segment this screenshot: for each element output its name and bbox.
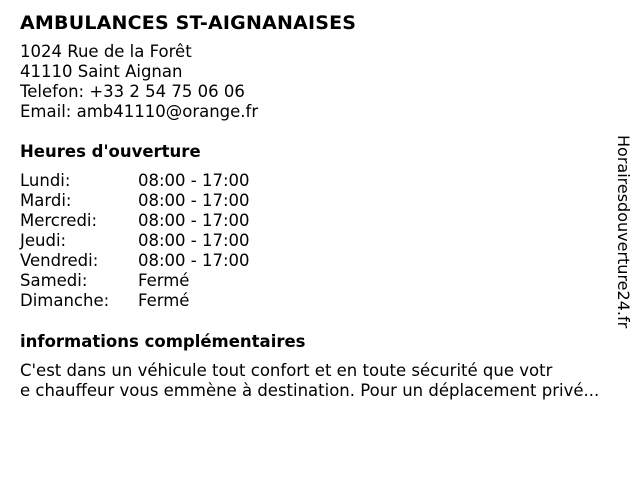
day-hours: 08:00 - 17:00 bbox=[138, 191, 250, 210]
hours-row bbox=[20, 271, 250, 291]
additional-info-heading: informations complémentaires bbox=[20, 332, 306, 351]
phone-number: Telefon: +33 2 54 75 06 06 bbox=[20, 82, 245, 101]
hours-row bbox=[20, 211, 250, 231]
day-hours: Fermé bbox=[138, 291, 190, 310]
hours-row bbox=[20, 191, 250, 211]
hours-row bbox=[20, 291, 250, 311]
day-hours: 08:00 - 17:00 bbox=[138, 171, 250, 190]
day-hours: 08:00 - 17:00 bbox=[138, 251, 250, 270]
day-label: Mercredi: bbox=[20, 211, 98, 230]
day-hours: 08:00 - 17:00 bbox=[138, 211, 250, 230]
address-block bbox=[20, 42, 620, 122]
day-label: Dimanche: bbox=[20, 291, 110, 310]
day-label: Mardi: bbox=[20, 191, 72, 210]
day-hours: Fermé bbox=[138, 271, 190, 290]
postal-city: 41110 Saint Aignan bbox=[20, 62, 183, 81]
hours-row bbox=[20, 251, 250, 271]
additional-info-text-line-1: C'est dans un véhicule tout confort et en toute sécurité que votr bbox=[20, 361, 553, 380]
day-hours: 08:00 - 17:00 bbox=[138, 231, 250, 250]
source-watermark: Horairesdouverture24.fr bbox=[614, 135, 633, 329]
day-label: Lundi: bbox=[20, 171, 71, 190]
hours-row bbox=[20, 171, 250, 191]
day-label: Vendredi: bbox=[20, 251, 99, 270]
street-address: 1024 Rue de la Forêt bbox=[20, 42, 192, 61]
business-card bbox=[20, 10, 620, 401]
hours-row bbox=[20, 231, 250, 251]
opening-hours-heading: Heures d'ouverture bbox=[20, 142, 201, 161]
email-address: Email: amb41110@orange.fr bbox=[20, 102, 259, 121]
day-label: Samedi: bbox=[20, 271, 88, 290]
additional-info-text-line-2: e chauffeur vous emmène à destination. Pour un déplacement privé... bbox=[20, 381, 600, 400]
day-label: Jeudi: bbox=[20, 231, 67, 250]
opening-hours-table bbox=[20, 171, 250, 311]
business-name: AMBULANCES ST-AIGNANAISES bbox=[20, 12, 357, 34]
